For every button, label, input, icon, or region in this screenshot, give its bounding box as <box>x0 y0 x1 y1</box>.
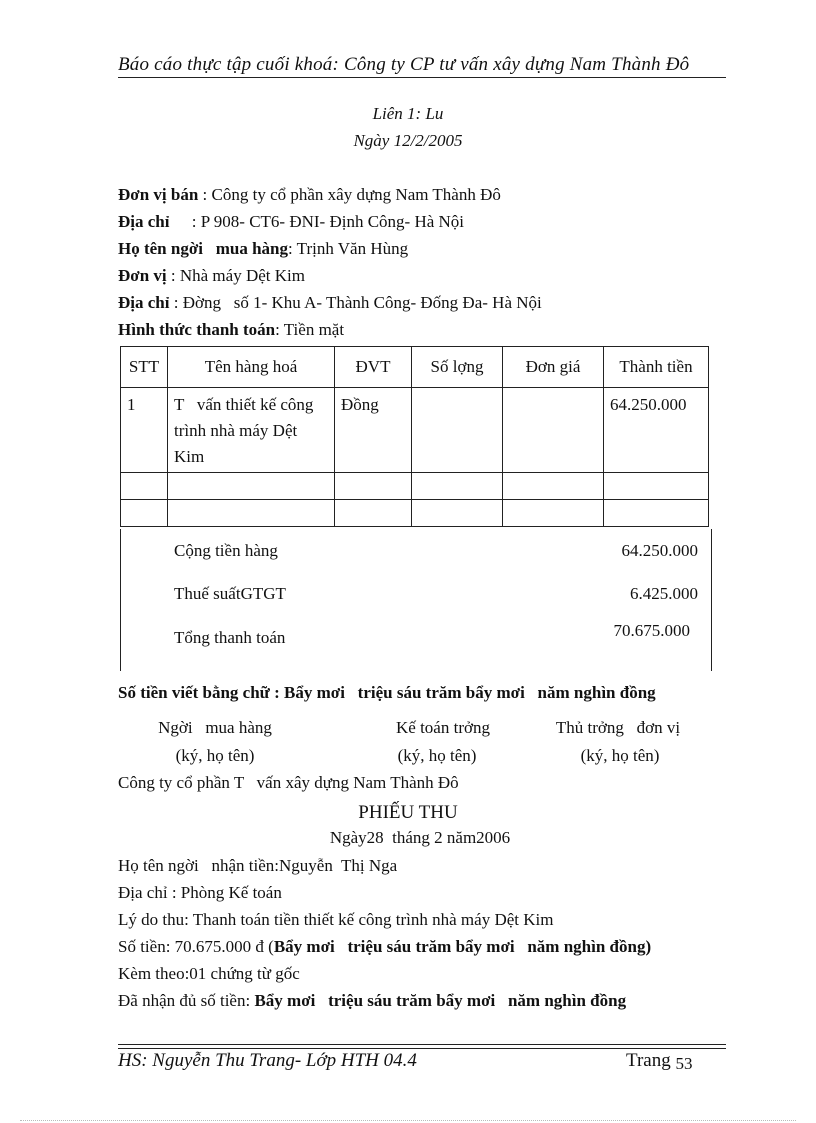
vat-label: Thuế suấtGTGT <box>174 584 286 603</box>
signer-accountant-note: (ký, họ tên) <box>397 746 477 765</box>
buyer-value: : Trịnh Văn Hùng <box>288 239 409 258</box>
invoice-copy: Liên 1: Lu <box>372 104 444 123</box>
receipt-title: PHIẾU THU <box>358 802 458 823</box>
invoice-date: Ngày 12/2/2005 <box>353 131 463 150</box>
total-label: Tổng thanh toán <box>174 628 286 647</box>
receipt-attached: Kèm theo:01 chứng từ gốc <box>118 964 300 983</box>
receipt-amount-words: Bẩy mơi triệu sáu trăm bẩy mơi năm nghìn đồng) <box>273 937 652 956</box>
total-value: 70.675.000 <box>613 621 690 640</box>
buyer-line <box>118 239 408 259</box>
signer-head-note: (ký, họ tên) <box>580 746 660 765</box>
payment-label: Hình thức thanh toán <box>118 320 276 339</box>
seller-address-line <box>118 212 464 232</box>
seller-address-value: : P 908- CT6- ĐNI- Định Công- Hà Nội <box>191 212 465 231</box>
col-stt: STT <box>121 347 168 388</box>
receipt-company: Công ty cổ phần T vấn xây dựng Nam Thành Đô <box>118 773 459 792</box>
seller-label: Đơn vị bán <box>118 185 199 204</box>
receipt-reason: Lý do thu: Thanh toán tiền thiết kế công trình nhà máy Dệt Kim <box>118 910 554 929</box>
unit-line <box>118 266 305 286</box>
receipt-address: Địa chỉ : Phòng Kế toán <box>118 883 282 902</box>
seller-address-label: Địa chỉ <box>118 212 170 231</box>
payment-value: : Tiền mặt <box>275 320 345 339</box>
cell-name: T vấn thiết kế công trình nhà máy Dệt Kim <box>168 388 335 473</box>
vat-value: 6.425.000 <box>630 584 698 603</box>
unit-address-value: : Đờng số 1- Khu A- Thành Công- Đống Đa- Hà Nội <box>173 293 542 312</box>
signer-buyer-title: Ngời mua hàng <box>158 718 272 737</box>
table-header-row <box>121 347 709 388</box>
receipt-amount <box>118 937 651 957</box>
receipt-receiver: Họ tên ngời nhận tiền:Nguyễn Thị Nga <box>118 856 398 875</box>
unit-address-line <box>118 293 542 313</box>
footer-rule-bottom <box>118 1048 726 1049</box>
cell-amount: 64.250.000 <box>604 388 709 473</box>
receipt-received-prefix: Đã nhận đủ số tiền: <box>118 991 251 1010</box>
payment-line <box>118 320 344 340</box>
seller-line <box>118 185 501 205</box>
footer-rule-top <box>118 1044 726 1045</box>
signer-buyer-note: (ký, họ tên) <box>175 746 255 765</box>
report-header: Báo cáo thực tập cuối khoá: Công ty CP tư vấn xây dựng Nam Thành Đô <box>118 54 690 75</box>
header-rule <box>118 77 726 78</box>
table-row <box>121 388 709 473</box>
unit-address-label: Địa chỉ <box>118 293 170 312</box>
amount-words-value: Bẩy mơi triệu sáu trăm bẩy mơi năm nghìn đồng <box>284 683 656 702</box>
unit-label: Đơn vị <box>118 266 167 285</box>
signer-accountant-title: Kế toán trởng <box>396 718 490 737</box>
col-amount: Thành tiền <box>604 347 709 388</box>
table-row-empty <box>121 500 709 527</box>
buyer-label: Họ tên ngời mua hàng <box>118 239 288 258</box>
col-name: Tên hàng hoá <box>168 347 335 388</box>
signer-head-title: Thủ trởng đơn vị <box>555 718 681 737</box>
col-price: Đơn giá <box>503 347 604 388</box>
col-unit: ĐVT <box>335 347 412 388</box>
cell-price <box>503 388 604 473</box>
invoice-table <box>120 346 709 527</box>
receipt-received-words: Bẩy mơi triệu sáu trăm bẩy mơi năm nghìn đồng <box>254 991 627 1010</box>
page-bottom-border <box>20 1120 796 1121</box>
receipt-received <box>118 991 626 1011</box>
seller-value: : Công ty cổ phần xây dựng Nam Thành Đô <box>202 185 501 204</box>
receipt-amount-prefix: Số tiền: 70.675.000 đ ( <box>118 937 274 956</box>
footer-page-number: 53 <box>675 1054 693 1073</box>
footer-page-label: Trang <box>626 1050 671 1071</box>
unit-value: : Nhà máy Dệt Kim <box>170 266 305 285</box>
receipt-date: Ngày28 tháng 2 năm2006 <box>329 828 511 847</box>
cell-stt: 1 <box>121 388 168 473</box>
col-qty: Số lợng <box>412 347 503 388</box>
cell-qty <box>412 388 503 473</box>
amount-words-label: Số tiền viết bằng chữ : <box>118 683 280 702</box>
subtotal-label: Cộng tiền hàng <box>174 541 278 560</box>
table-row-empty <box>121 473 709 500</box>
subtotal-value: 64.250.000 <box>621 541 698 560</box>
footer-student: HS: Nguyễn Thu Trang- Lớp HTH 04.4 <box>118 1050 417 1071</box>
amount-words-line <box>118 683 656 703</box>
footer-page <box>626 1050 692 1072</box>
cell-unit: Đồng <box>335 388 412 473</box>
